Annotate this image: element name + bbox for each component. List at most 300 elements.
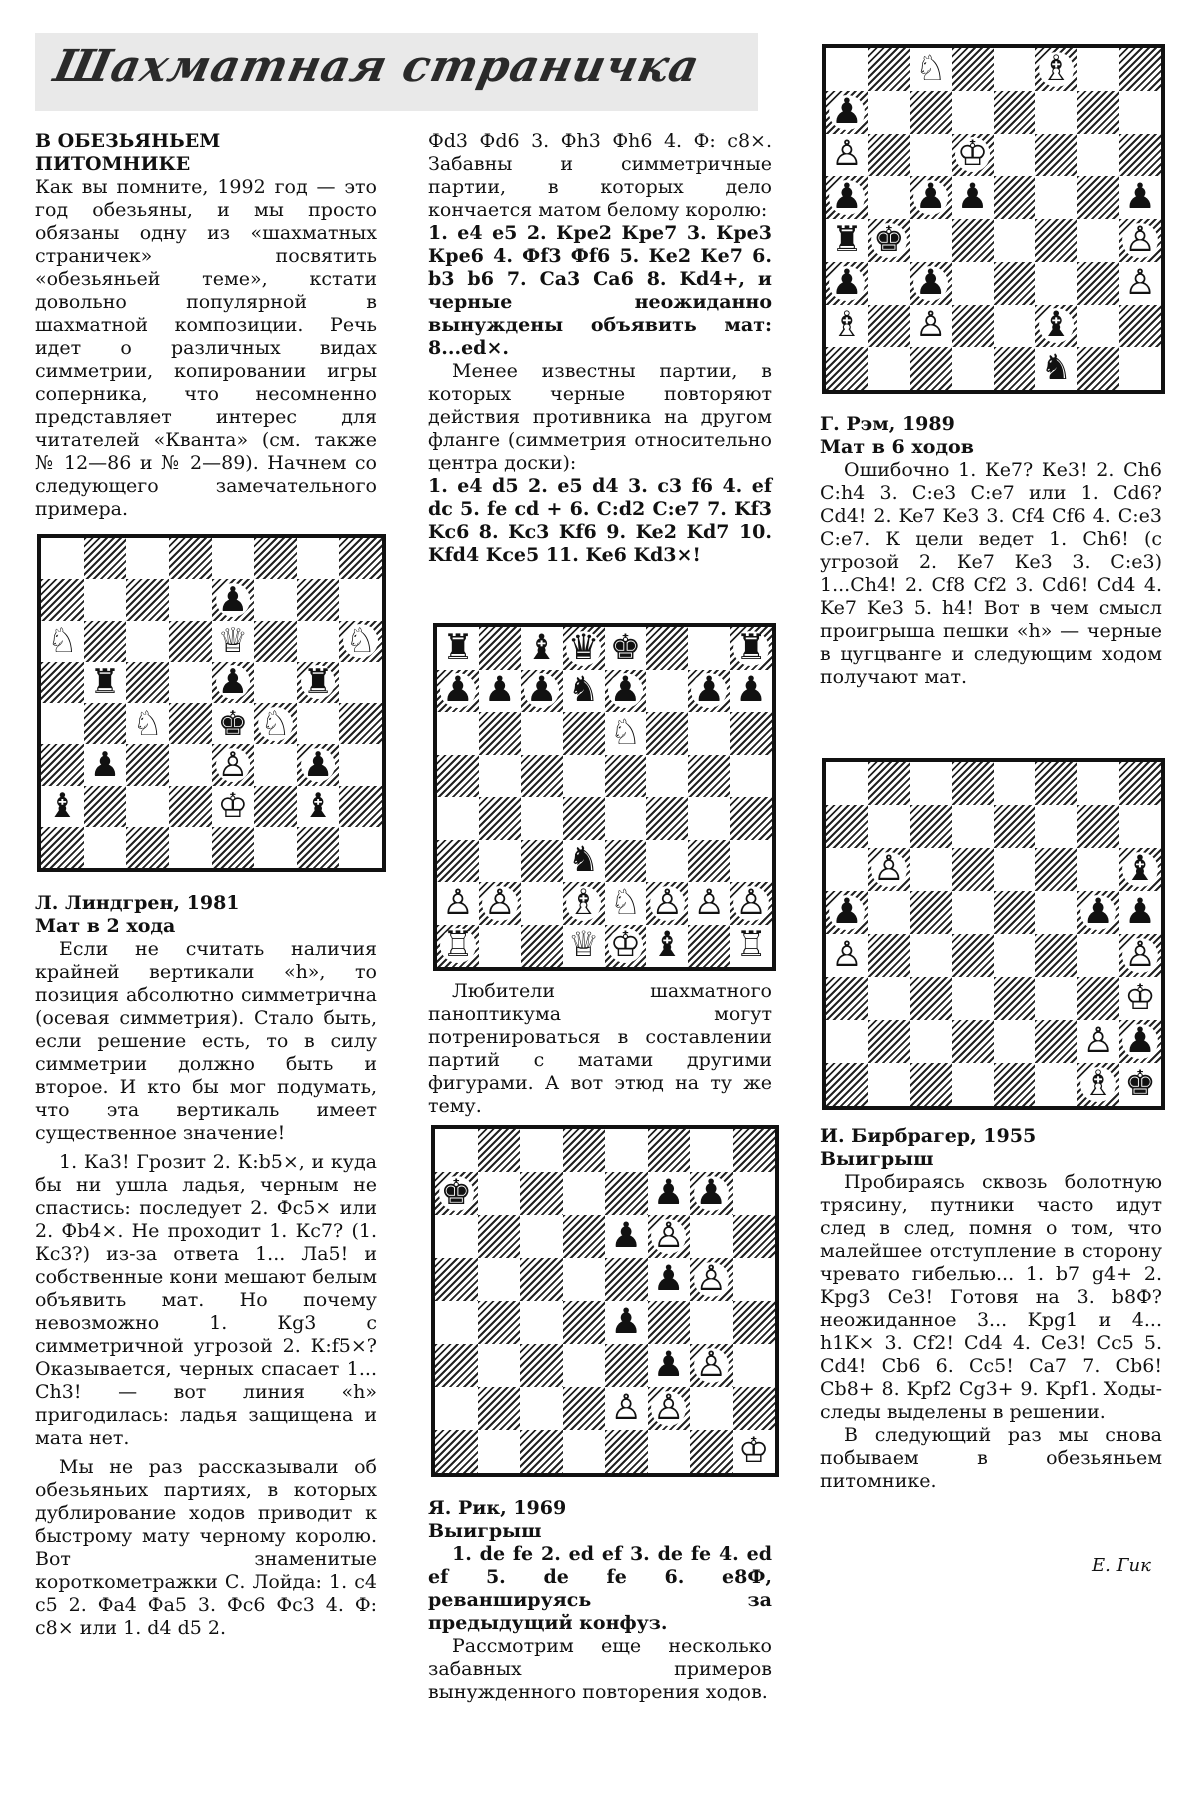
black-rook-icon: ♜	[735, 627, 767, 668]
white-pawn-icon: ♙	[1082, 1021, 1114, 1061]
board-square	[952, 91, 994, 134]
black-pawn-icon: ♟	[442, 670, 474, 711]
board-square	[994, 91, 1036, 134]
black-bishop-icon: ♝	[302, 786, 334, 827]
black-pawn-icon: ♟	[217, 662, 249, 703]
black-pawn-icon: ♟	[89, 744, 121, 785]
black-pawn-icon: ♟	[1124, 1021, 1156, 1061]
board-square	[1035, 262, 1077, 305]
board-square	[648, 1430, 691, 1473]
board-square	[435, 1258, 478, 1301]
board-square	[437, 797, 479, 840]
white-pawn-icon: ♙	[484, 882, 516, 923]
board-square	[648, 1129, 691, 1172]
board-square	[212, 827, 255, 868]
board-square	[1119, 762, 1161, 805]
paragraph: 1. de fe 2. ed ef 3. de fe 4. ed ef 5. de fe 6. e8Ф, реваншируясь за предыдущий конфуз.	[428, 1543, 772, 1634]
board-square	[339, 786, 382, 827]
white-pawn-icon: ♙	[695, 1345, 727, 1385]
board-square	[910, 91, 952, 134]
board-square	[254, 786, 297, 827]
board-square	[730, 840, 772, 883]
white-queen-icon: ♕	[217, 621, 249, 662]
board-square	[126, 744, 169, 785]
board-square	[994, 848, 1036, 891]
board-square	[1035, 1020, 1077, 1063]
white-rook-icon: ♖	[442, 925, 474, 966]
board-square	[730, 797, 772, 840]
board-square	[733, 1387, 776, 1430]
black-king-icon: ♚	[609, 627, 642, 668]
column-2-mid	[428, 980, 772, 1118]
diagram-caption-task: Выигрыш	[428, 1520, 542, 1542]
board-square	[563, 797, 605, 840]
black-rook-icon: ♜	[831, 219, 863, 260]
board-square	[952, 891, 994, 934]
board-square	[563, 1430, 606, 1473]
board-square	[826, 805, 868, 848]
board-square	[826, 48, 868, 91]
board-square	[169, 621, 212, 662]
board-square	[690, 1430, 733, 1473]
black-pawn-icon: ♟	[609, 670, 642, 711]
black-king-icon: ♚	[873, 219, 905, 260]
white-pawn-icon: ♙	[610, 1388, 642, 1428]
black-pawn-icon: ♟	[831, 262, 863, 303]
board-square	[688, 755, 730, 798]
board-square	[952, 48, 994, 91]
black-pawn-icon: ♟	[956, 177, 989, 218]
board-square	[733, 1129, 776, 1172]
intro-paragraph: Как вы помните, 1992 год — это год обезьяны, и мы просто обязаны одну из «шахматных страничек» посвятить «обезьяньей теме», кстати довольно популярной в шахматной композиции. Речь идет о различных видах симметрии, копировании игры соперника, что несомненно представляет интерес для читателей «Кванта» (см. также № 12—86 и № 2—89). Начнем со следующего замечательного примера.	[35, 176, 377, 520]
board-square	[994, 891, 1036, 934]
board-square	[605, 840, 647, 883]
paragraph: Любители шахматного паноптикума могут потренироваться в составлении партий с матами другими фигурами. А вот этюд на ту же тему.	[428, 980, 772, 1117]
board-square	[1119, 134, 1161, 177]
board-square	[1119, 805, 1161, 848]
black-rook-icon: ♜	[302, 662, 334, 703]
board-square	[254, 579, 297, 620]
board-square	[41, 827, 84, 868]
board-square	[605, 1172, 648, 1215]
board-square	[437, 840, 479, 883]
board-square	[826, 1063, 868, 1106]
board-square	[435, 1387, 478, 1430]
board-square	[212, 538, 255, 579]
board-square	[435, 1301, 478, 1344]
white-knight-icon: ♘	[345, 621, 376, 662]
white-pawn-icon: ♙	[831, 935, 863, 975]
board-square	[479, 840, 521, 883]
board-square	[688, 840, 730, 883]
paragraph: Фd3 Фd6 3. Фh3 Фh6 4. Ф: с8×. Забавны и симметричные партии, в которых дело кончается матом белому королю:	[428, 130, 772, 221]
chess-diagram-lindgren	[37, 534, 386, 872]
board-square	[1035, 891, 1077, 934]
white-bishop-icon: ♗	[567, 882, 600, 923]
board-square	[1077, 347, 1119, 390]
black-king-icon: ♚	[1124, 1064, 1156, 1104]
board-square	[868, 805, 910, 848]
diagram-caption-author: Я. Рик, 1969	[428, 1497, 567, 1519]
column-1	[35, 130, 377, 521]
board-square	[605, 755, 647, 798]
board-square	[521, 882, 563, 925]
board-square	[339, 662, 382, 703]
black-pawn-icon: ♟	[610, 1302, 642, 1342]
board-square	[339, 744, 382, 785]
black-knight-icon: ♞	[567, 670, 600, 711]
black-pawn-icon: ♟	[1082, 892, 1114, 932]
board-square	[868, 262, 910, 305]
board-square	[690, 1387, 733, 1430]
black-rook-icon: ♜	[89, 662, 121, 703]
author-signature: Е. Гик	[1092, 1555, 1151, 1576]
board-square	[437, 712, 479, 755]
diagram-caption-author: Л. Линдгрен, 1981	[35, 892, 240, 914]
board-square	[952, 1020, 994, 1063]
chess-diagram-rik	[431, 1125, 779, 1477]
board-square	[126, 538, 169, 579]
board-square	[868, 347, 910, 390]
board-square	[478, 1172, 521, 1215]
board-square	[169, 538, 212, 579]
black-pawn-icon: ♟	[217, 579, 249, 620]
diagram-caption-task: Выигрыш	[820, 1148, 934, 1170]
chess-diagram-symmetric-game	[433, 623, 776, 971]
board-square	[1077, 134, 1119, 177]
board-square	[520, 1430, 563, 1473]
board-square	[994, 48, 1036, 91]
board-square	[41, 538, 84, 579]
board-square	[563, 1215, 606, 1258]
board-square	[169, 744, 212, 785]
chess-diagram-rem	[822, 44, 1165, 394]
white-pawn-icon: ♙	[914, 305, 947, 346]
board-square	[952, 262, 994, 305]
board-square	[910, 805, 952, 848]
board-square	[868, 1063, 910, 1106]
board-square	[952, 762, 994, 805]
black-bishop-icon: ♝	[47, 786, 78, 827]
board-square	[690, 1301, 733, 1344]
board-square	[868, 134, 910, 177]
white-king-icon: ♔	[609, 925, 642, 966]
board-square	[84, 703, 127, 744]
board-square	[952, 347, 994, 390]
board-square	[479, 627, 521, 670]
board-square	[1119, 347, 1161, 390]
white-pawn-icon: ♙	[1124, 219, 1156, 260]
black-pawn-icon: ♟	[653, 1173, 685, 1213]
paragraph: Пробираясь сквозь болотную трясину, путники часто идут след в след, помня о том, что малейшее отступление в сторону чревато гибелью... 1. b7 g4+ 2. Kpg3 Ce3! Готовя на 3. b8Ф? неожиданное 3... Kpg1 и 4... h1K× 3. Cf2! Cd4 4. Ce3! Cc5 5. Cd4! Cb6 6. Cc5! Ca7 7. Cb6! Cb8+ 8. Kpf2 Cg3+ 9. Kpf1. Ходы-следы выделены в решении.	[820, 1171, 1162, 1423]
board-square	[910, 219, 952, 262]
board-square	[41, 579, 84, 620]
board-square	[254, 538, 297, 579]
board-square	[690, 1215, 733, 1258]
board-square	[297, 703, 340, 744]
board-square	[688, 797, 730, 840]
board-square	[297, 827, 340, 868]
board-square	[1035, 977, 1077, 1020]
board-square	[605, 1344, 648, 1387]
white-knight-icon: ♘	[132, 703, 163, 744]
white-pawn-icon: ♙	[442, 882, 474, 923]
board-square	[1077, 848, 1119, 891]
board-square	[826, 762, 868, 805]
board-square	[478, 1301, 521, 1344]
board-square	[994, 176, 1036, 219]
board-square	[688, 627, 730, 670]
board-square	[910, 347, 952, 390]
column-1-lower	[35, 892, 377, 1640]
column-3	[820, 413, 1162, 689]
board-square	[1035, 1063, 1077, 1106]
board-square	[1077, 48, 1119, 91]
black-pawn-icon: ♟	[914, 262, 947, 303]
board-square	[169, 579, 212, 620]
board-square	[910, 977, 952, 1020]
black-rook-icon: ♜	[442, 627, 474, 668]
black-bishop-icon: ♝	[1040, 305, 1072, 346]
board-square	[41, 703, 84, 744]
white-pawn-icon: ♙	[873, 849, 905, 889]
board-square	[126, 786, 169, 827]
diagram-caption-author: Г. Рэм, 1989	[820, 413, 955, 435]
board-square	[478, 1129, 521, 1172]
board-square	[1035, 848, 1077, 891]
board-square	[478, 1430, 521, 1473]
board-square	[994, 762, 1036, 805]
board-square	[41, 662, 84, 703]
board-square	[520, 1301, 563, 1344]
black-bishop-icon: ♝	[1124, 849, 1156, 889]
board-square	[478, 1258, 521, 1301]
black-pawn-icon: ♟	[914, 177, 947, 218]
board-square	[952, 305, 994, 348]
board-square	[563, 1172, 606, 1215]
section-header	[35, 33, 758, 111]
board-square	[1035, 219, 1077, 262]
paragraph: 1. е4 d5 2. е5 d4 3. с3 f6 4. ef dc 5. fe cd + 6. C:d2 C:e7 7. Kf3 Kc6 8. Kc3 Kf6 9. Ke2 Kd7 10. Kfd4 Kce5 11. Ke6 Kd3×!	[428, 475, 772, 566]
board-square	[435, 1215, 478, 1258]
board-square	[254, 827, 297, 868]
black-bishop-icon: ♝	[525, 627, 558, 668]
board-square	[169, 827, 212, 868]
paragraph: Мы не раз рассказывали об обезьяньих партиях, в которых дублирование ходов приводит к быстрому мату черному королю. Вот знаменитые короткометражки С. Лойда: 1. с4 с5 2. Фа4 Фа5 3. Фс6 Фс3 4. Ф: с8× или 1. d4 d5 2.	[35, 1456, 377, 1639]
board-square	[1077, 219, 1119, 262]
black-pawn-icon: ♟	[735, 670, 767, 711]
white-king-icon: ♔	[217, 786, 249, 827]
white-bishop-icon: ♗	[831, 305, 863, 346]
board-square	[297, 538, 340, 579]
board-square	[521, 755, 563, 798]
board-square	[910, 891, 952, 934]
board-square	[1077, 305, 1119, 348]
board-square	[730, 712, 772, 755]
board-square	[868, 977, 910, 1020]
board-square	[84, 538, 127, 579]
board-square	[169, 786, 212, 827]
black-pawn-icon: ♟	[1124, 177, 1156, 218]
board-square	[339, 579, 382, 620]
diagram-caption-task: Мат в 6 ходов	[820, 436, 974, 458]
white-pawn-icon: ♙	[831, 134, 863, 175]
section-title: Шахматная страничка	[49, 41, 705, 92]
black-knight-icon: ♞	[1040, 348, 1072, 389]
board-square	[826, 848, 868, 891]
white-pawn-icon: ♙	[651, 882, 683, 923]
board-square	[478, 1215, 521, 1258]
board-square	[733, 1301, 776, 1344]
board-square	[994, 347, 1036, 390]
board-square	[1035, 91, 1077, 134]
black-knight-icon: ♞	[567, 840, 600, 881]
board-square	[910, 1063, 952, 1106]
black-pawn-icon: ♟	[693, 670, 725, 711]
white-pawn-icon: ♙	[1124, 262, 1156, 303]
board-square	[910, 934, 952, 977]
board-square	[648, 1301, 691, 1344]
white-knight-icon: ♘	[914, 48, 947, 89]
board-square	[646, 670, 688, 713]
board-square	[1077, 262, 1119, 305]
black-queen-icon: ♛	[567, 627, 600, 668]
board-square	[169, 662, 212, 703]
board-square	[84, 827, 127, 868]
board-square	[297, 621, 340, 662]
board-square	[826, 977, 868, 1020]
board-square	[868, 91, 910, 134]
white-knight-icon: ♘	[260, 703, 291, 744]
black-pawn-icon: ♟	[525, 670, 558, 711]
board-square	[646, 712, 688, 755]
black-pawn-icon: ♟	[1124, 892, 1156, 932]
board-square	[994, 1063, 1036, 1106]
white-pawn-icon: ♙	[735, 882, 767, 923]
board-square	[733, 1344, 776, 1387]
board-square	[520, 1387, 563, 1430]
board-square	[563, 1344, 606, 1387]
board-square	[605, 797, 647, 840]
board-square	[730, 755, 772, 798]
black-pawn-icon: ♟	[831, 892, 863, 932]
board-square	[733, 1172, 776, 1215]
board-square	[520, 1344, 563, 1387]
black-pawn-icon: ♟	[610, 1216, 642, 1256]
board-square	[952, 934, 994, 977]
board-square	[605, 1129, 648, 1172]
board-square	[994, 977, 1036, 1020]
column-3-lower	[820, 1125, 1162, 1493]
board-square	[868, 762, 910, 805]
board-square	[826, 1020, 868, 1063]
board-square	[479, 797, 521, 840]
board-square	[952, 977, 994, 1020]
black-pawn-icon: ♟	[653, 1345, 685, 1385]
board-square	[952, 848, 994, 891]
paragraph: Ошибочно 1. Ке7? Ке3! 2. Ch6 C:h4 3. C:e3 C:e7 или 1. Cd6? Cd4! 2. Ke7 Ke3 3. Cf4 Cf6 4. C:e3 C:e7. К цели ведет 1. Ch6! (с угрозой 2. Ке7 Ке3 3. С:е3) 1...Ch4! 2. Cf8 Cf2 3. Cd6! Cd4 4. Ke7 Ke3 5. h4! Вот в чем смысл проигрыша пешки «h» — черные в цугцванге и следующим ходом получают мат.	[820, 459, 1162, 688]
board-square	[1119, 91, 1161, 134]
board-square	[479, 925, 521, 968]
black-bishop-icon: ♝	[651, 925, 683, 966]
board-square	[994, 134, 1036, 177]
board-square	[84, 621, 127, 662]
board-square	[339, 827, 382, 868]
board-square	[1077, 91, 1119, 134]
column-2-lower	[428, 1497, 772, 1704]
board-square	[994, 805, 1036, 848]
black-pawn-icon: ♟	[653, 1259, 685, 1299]
board-square	[868, 891, 910, 934]
board-square	[435, 1344, 478, 1387]
board-square	[1077, 176, 1119, 219]
board-square	[1119, 305, 1161, 348]
board-square	[994, 1020, 1036, 1063]
board-square	[563, 1301, 606, 1344]
black-pawn-icon: ♟	[484, 670, 516, 711]
board-square	[1077, 805, 1119, 848]
board-square	[520, 1215, 563, 1258]
board-square	[254, 744, 297, 785]
board-square	[952, 1063, 994, 1106]
board-square	[688, 925, 730, 968]
board-square	[688, 712, 730, 755]
board-square	[521, 712, 563, 755]
black-pawn-icon: ♟	[831, 177, 863, 218]
board-square	[563, 755, 605, 798]
board-square	[1035, 762, 1077, 805]
board-square	[646, 840, 688, 883]
board-square	[994, 934, 1036, 977]
white-pawn-icon: ♙	[653, 1216, 685, 1256]
board-square	[84, 786, 127, 827]
board-square	[910, 848, 952, 891]
board-square	[952, 219, 994, 262]
board-square	[868, 934, 910, 977]
white-knight-icon: ♘	[609, 882, 642, 923]
black-king-icon: ♚	[217, 703, 249, 744]
board-square	[478, 1344, 521, 1387]
board-square	[1035, 176, 1077, 219]
white-bishop-icon: ♗	[1040, 48, 1072, 89]
board-square	[479, 712, 521, 755]
board-square	[437, 755, 479, 798]
board-square	[868, 48, 910, 91]
board-square	[435, 1129, 478, 1172]
board-square	[952, 805, 994, 848]
paragraph: 1. е4 е5 2. Кре2 Кре7 3. Кре3 Кре6 4. Фf3 Фf6 5. Ке2 Ке7 6. b3 b6 7. Са3 Са6 8. Kd4+, и черные неожиданно вынуждены объявить мат: 8...ed×.	[428, 222, 772, 359]
white-king-icon: ♔	[738, 1431, 770, 1471]
paragraph: 1. Ка3! Грозит 2. К:b5×, и куда бы ни ушла ладья, черным не спастись: последует 2. Фс5× или 2. Фb4×. Не проходит 1. Кс7? (1. Кс3?) из-за ответа 1... Ла5! и собственные кони мешают белым объявить мат. Но почему невозможно 1. Кg3 с симметричной угрозой 2. К:f5×? Оказывается, черных спасает 1... Ch3! — вот линия «h» пригодилась: ладья защищена и мата нет.	[35, 1151, 377, 1449]
black-pawn-icon: ♟	[831, 91, 863, 132]
board-square	[126, 827, 169, 868]
board-square	[1035, 934, 1077, 977]
board-square	[521, 925, 563, 968]
white-knight-icon: ♘	[609, 712, 642, 753]
board-square	[733, 1215, 776, 1258]
board-square	[563, 712, 605, 755]
board-square	[994, 305, 1036, 348]
board-square	[563, 1129, 606, 1172]
chess-diagram-birbrager	[822, 758, 1165, 1110]
board-square	[1119, 48, 1161, 91]
board-square	[910, 1020, 952, 1063]
board-square	[646, 797, 688, 840]
board-square	[646, 755, 688, 798]
board-square	[254, 621, 297, 662]
board-square	[563, 1387, 606, 1430]
board-square	[520, 1129, 563, 1172]
